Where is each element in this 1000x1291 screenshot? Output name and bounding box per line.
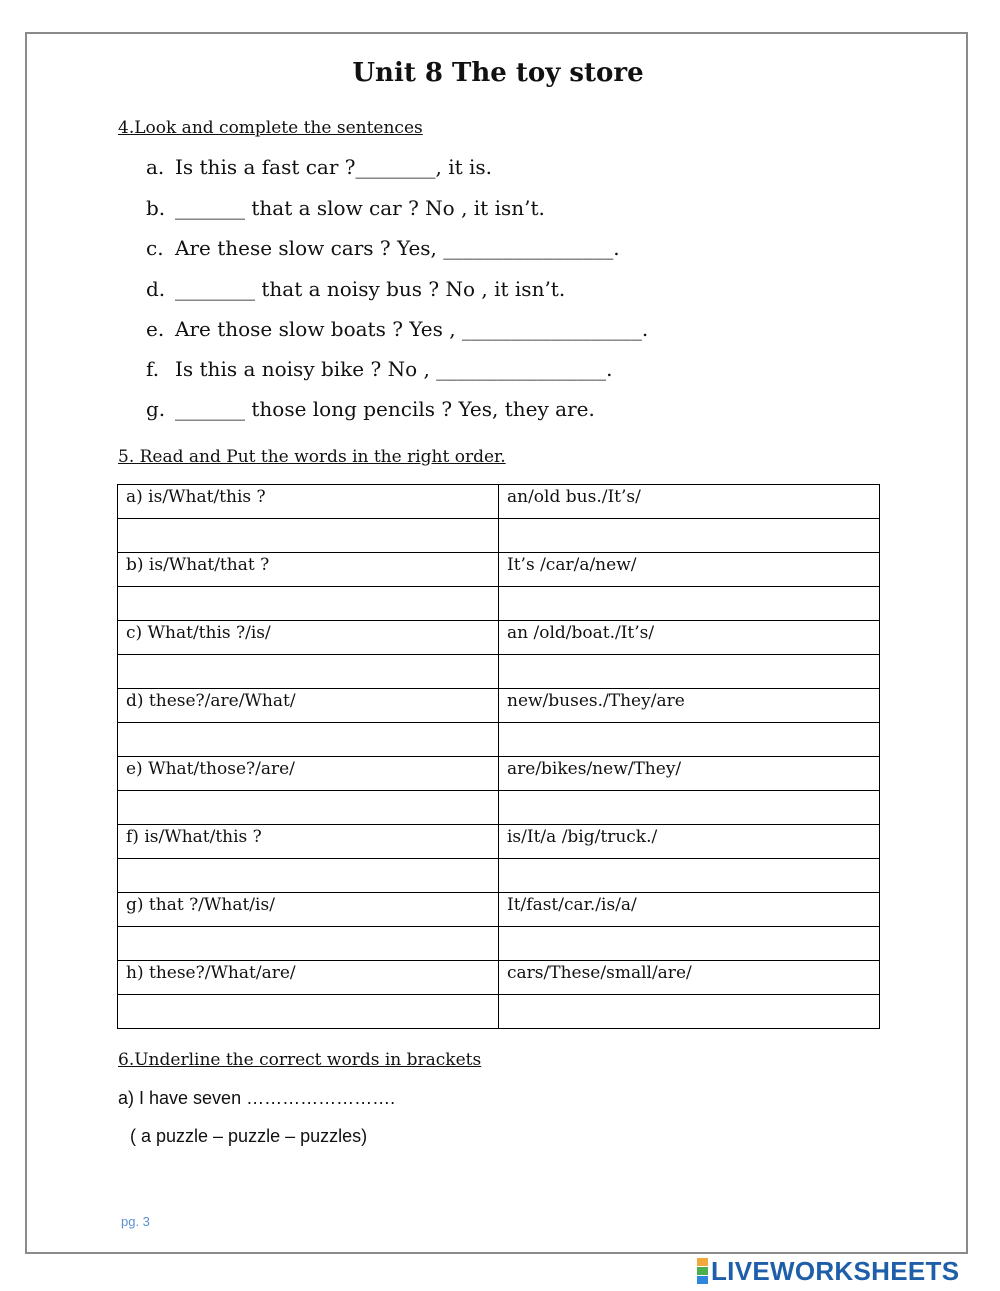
scrambled-answer: It’s /car/a/new/ [499, 553, 880, 587]
liveworksheets-logo[interactable] [697, 1257, 959, 1285]
question-answer-cell[interactable] [118, 519, 499, 553]
answer-answer-cell[interactable] [499, 995, 880, 1029]
table-row [118, 825, 880, 859]
sentence-label: c. [146, 236, 164, 260]
section-6-heading: 6.Underline the correct words in brackets [118, 1050, 482, 1070]
scrambled-answer: an/old bus./It’s/ [499, 485, 880, 519]
sentence-label: d. [146, 277, 166, 301]
sentence-text: Are those slow boats ? Yes , __________________. [175, 317, 649, 341]
scrambled-question: a) is/What/this ? [118, 485, 499, 519]
word-order-table [117, 484, 880, 1029]
question-answer-cell[interactable] [118, 859, 499, 893]
section-5-heading: 5. Read and Put the words in the right order. [118, 447, 506, 467]
sentence-item [146, 277, 565, 301]
answer-row [118, 791, 880, 825]
sentence-item [146, 357, 613, 381]
table-row [118, 485, 880, 519]
sentence-item [146, 155, 492, 179]
scrambled-answer: an /old/boat./It’s/ [499, 621, 880, 655]
answer-row [118, 995, 880, 1029]
sentence-item [146, 236, 620, 260]
section-6-item-a-options: ( a puzzle – puzzle – puzzles) [130, 1126, 368, 1146]
sentence-text: _______ that a slow car ? No , it isn’t. [175, 196, 545, 220]
scrambled-answer: is/It/a /big/truck./ [499, 825, 880, 859]
scrambled-question: b) is/What/that ? [118, 553, 499, 587]
sentence-label: b. [146, 196, 166, 220]
scrambled-answer: cars/These/small/are/ [499, 961, 880, 995]
scrambled-answer: new/buses./They/are [499, 689, 880, 723]
scrambled-question: e) What/those?/are/ [118, 757, 499, 791]
section-6-item-a: a) I have seven ……………………. [118, 1088, 396, 1108]
answer-row [118, 859, 880, 893]
answer-answer-cell[interactable] [499, 519, 880, 553]
question-answer-cell[interactable] [118, 995, 499, 1029]
scrambled-question: h) these?/What/are/ [118, 961, 499, 995]
logo-tile [697, 1267, 708, 1275]
page-title: Unit 8 The toy store [352, 58, 644, 88]
scrambled-question: f) is/What/this ? [118, 825, 499, 859]
scrambled-answer: are/bikes/new/They/ [499, 757, 880, 791]
sentence-label: e. [146, 317, 165, 341]
sentence-text: _______ those long pencils ? Yes, they are. [175, 397, 595, 421]
answer-row [118, 587, 880, 621]
sentence-item [146, 397, 595, 421]
answer-answer-cell[interactable] [499, 587, 880, 621]
logo-tile [697, 1258, 708, 1266]
sentence-text: Is this a noisy bike ? No , _________________. [175, 357, 613, 381]
table-row [118, 893, 880, 927]
scrambled-answer: It/fast/car./is/a/ [499, 893, 880, 927]
question-answer-cell[interactable] [118, 655, 499, 689]
sentence-text: Is this a fast car ?________, it is. [175, 155, 493, 179]
sentence-label: f. [146, 357, 160, 381]
question-answer-cell[interactable] [118, 587, 499, 621]
sentence-label: g. [146, 397, 166, 421]
table-row [118, 757, 880, 791]
question-answer-cell[interactable] [118, 791, 499, 825]
answer-row [118, 655, 880, 689]
answer-answer-cell[interactable] [499, 723, 880, 757]
answer-row [118, 723, 880, 757]
logo-tile [697, 1276, 708, 1284]
answer-answer-cell[interactable] [499, 859, 880, 893]
page-number: pg. 3 [121, 1214, 150, 1229]
scrambled-question: d) these?/are/What/ [118, 689, 499, 723]
section-4-heading: 4.Look and complete the sentences [118, 118, 423, 138]
answer-answer-cell[interactable] [499, 655, 880, 689]
question-answer-cell[interactable] [118, 927, 499, 961]
table-row [118, 553, 880, 587]
table-row [118, 689, 880, 723]
logo-tiles-icon [697, 1258, 708, 1284]
answer-row [118, 519, 880, 553]
sentence-text: ________ that a noisy bus ? No , it isn’t. [175, 277, 566, 301]
answer-answer-cell[interactable] [499, 791, 880, 825]
answer-row [118, 927, 880, 961]
scrambled-question: g) that ?/What/is/ [118, 893, 499, 927]
sentence-label: a. [146, 155, 165, 179]
question-answer-cell[interactable] [118, 723, 499, 757]
table-row [118, 621, 880, 655]
scrambled-question: c) What/this ?/is/ [118, 621, 499, 655]
sentence-text: Are these slow cars ? Yes, _________________. [175, 236, 620, 260]
sentence-item [146, 196, 545, 220]
table-row [118, 961, 880, 995]
answer-answer-cell[interactable] [499, 927, 880, 961]
sentence-item [146, 317, 648, 341]
logo-text: LIVEWORKSHEETS [711, 1255, 960, 1286]
